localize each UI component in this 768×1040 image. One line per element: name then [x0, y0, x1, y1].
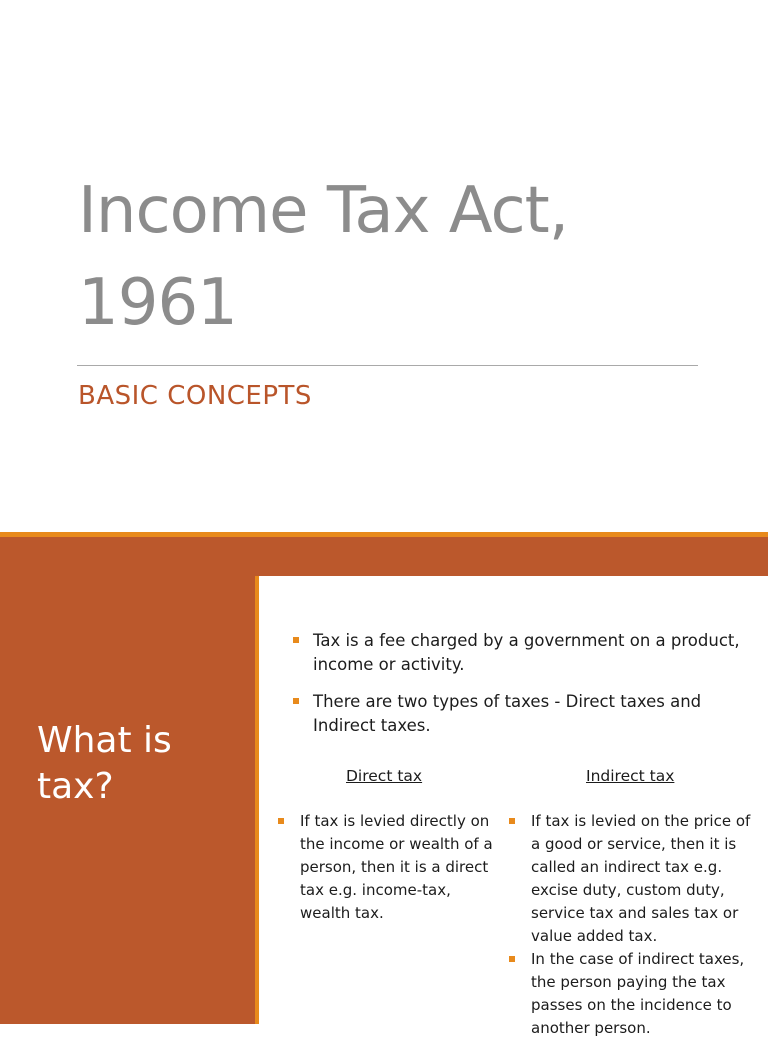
direct-tax-heading: Direct tax [346, 767, 423, 785]
heading-line-1: What is [37, 720, 172, 761]
list-item [293, 629, 763, 677]
heading-line-2: tax? [37, 766, 114, 807]
title-line-1: Income Tax Act, [78, 174, 569, 248]
indirect-tax-heading: Indirect tax [586, 767, 675, 785]
indirect-tax-bullet-list [509, 810, 761, 1040]
bullet-text: If tax is levied on the price of a good or service, then it is called an indirect tax e.g. excise duty, custom duty, service tax and sales tax or value added tax. [531, 812, 751, 945]
square-bullet-icon [293, 698, 299, 704]
direct-tax-bullet-list [278, 810, 498, 925]
subtitle: BASIC CONCEPTS [78, 381, 312, 411]
square-bullet-icon [278, 818, 284, 824]
square-bullet-icon [509, 818, 515, 824]
list-item [509, 948, 761, 1040]
title-divider [77, 365, 698, 366]
content-panel [259, 576, 768, 1037]
bullet-text: Tax is a fee charged by a government on a product, income or activity. [313, 631, 740, 674]
list-item [293, 690, 763, 738]
square-bullet-icon [293, 637, 299, 643]
slide-heading [37, 718, 237, 810]
bullet-text: If tax is levied directly on the income or wealth of a person, then it is a direct tax e.g. income-tax, wealth tax. [300, 812, 493, 922]
title-line-2: 1961 [78, 266, 237, 340]
list-item [278, 810, 498, 925]
list-item [509, 810, 761, 948]
square-bullet-icon [509, 956, 515, 962]
intro-bullet-list [293, 629, 763, 751]
bullet-text: There are two types of taxes - Direct taxes and Indirect taxes. [313, 692, 702, 735]
page-title [78, 165, 738, 349]
bullet-text: In the case of indirect taxes, the person paying the tax passes on the incidence to another person. [531, 950, 745, 1037]
